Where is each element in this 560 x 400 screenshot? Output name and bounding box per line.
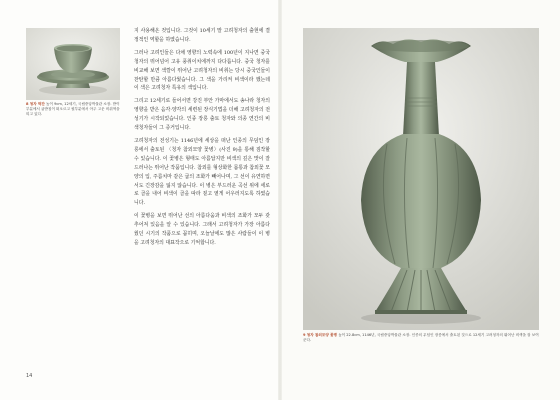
caption-text: 높이 22.8cm, 1146년, 국립중앙박물관 소장. 인종의 무덤인 장릉에서 출토된 것으로 12세기 고려청자의 뛰어난 비색을 잘 보여준다. (303, 333, 539, 342)
celadon-cup-photo (26, 28, 120, 100)
book-gutter (278, 0, 282, 400)
paragraph: 고려청자의 전성기는 1146년에 세상을 떠난 인종의 무덤인 장릉에서 출토된 〈청자 참외모양 꽃병〉(사진 9)을 통해 짐작할 수 있습니다. 이 꽃병은 형태도 아름답지만 비색의 깊은 맛이 잘 드러나는 뛰어난 작품입니다. 참외를 형상화한 몸통과 참외꽃 모양의 입, 주름치마 같은 굽의 조화가 빼어나며, 그 선이 유연하면서도 긴장감을 잃지 않습니다. 이 병은 부드러운 곡선 위에 세로로 골을 내어 비색이 골을 따라 짙고 옅게 어우러지도록 하였습니다. (134, 137, 270, 207)
vase-photo-caption (303, 333, 539, 343)
paragraph: 지 사용해온 것입니다. 그것이 10세기 말 고려청자의 출현에 결정적인 역할을 하였습니다. (134, 28, 270, 43)
page-number: 14 (26, 373, 33, 379)
paragraph: 그리고 12세기로 들어서면 강진 부안 가마에서도 송나라 청자의 영향을 받은 음각·양각의 세련된 장식기법을 더해 고려청자의 전성기가 시작되었습니다. 인종 장릉 출토 청자와 의종 연간의 비색청자들이 그 증거입니다. (134, 98, 270, 132)
paragraph: 그러나 고려인들은 다채 영향의 노력속에 100년이 지나면 중국청자의 뛰어넘어 고유 풍취이치에까지 다다릅니다. 중국 청자를 비교해 보면 색깔이 뛰어난 고려청자의 비취는 당시 중국인들이 찬탄할 만큼 아름다웠습니다. 그 색을 가리켜 비색이라 했는데 이 색은 고려청자 특유의 색입니다. (134, 49, 270, 92)
cup-photo-caption (26, 102, 122, 117)
paragraph: 이 꽃병을 보면 뛰어난 선의 아름다움과 비색의 조화가 모두 갖추어져 있음을 알 수 있습니다. 그래서 고려청자가 가장 아름다웠던 시기의 작품으로 꼽히며, 오늘날에도 많은 사람들이 이 병을 고려청자의 대표작으로 기억합니다. (134, 213, 270, 246)
caption-text: 높이 9cm, 12세기, 국립중앙박물관 소장. 받이 부분에서 굽받침이 떠오르고 윗부분에서 아주 고운 비취색을 띠고 있다. (26, 102, 120, 116)
body-text-column (134, 27, 270, 252)
celadon-vase-photo (303, 28, 539, 330)
caption-lead: 8 청자 탁잔 (26, 102, 45, 106)
caption-lead: 9 청자 참외모양 꽃병 (303, 333, 338, 337)
